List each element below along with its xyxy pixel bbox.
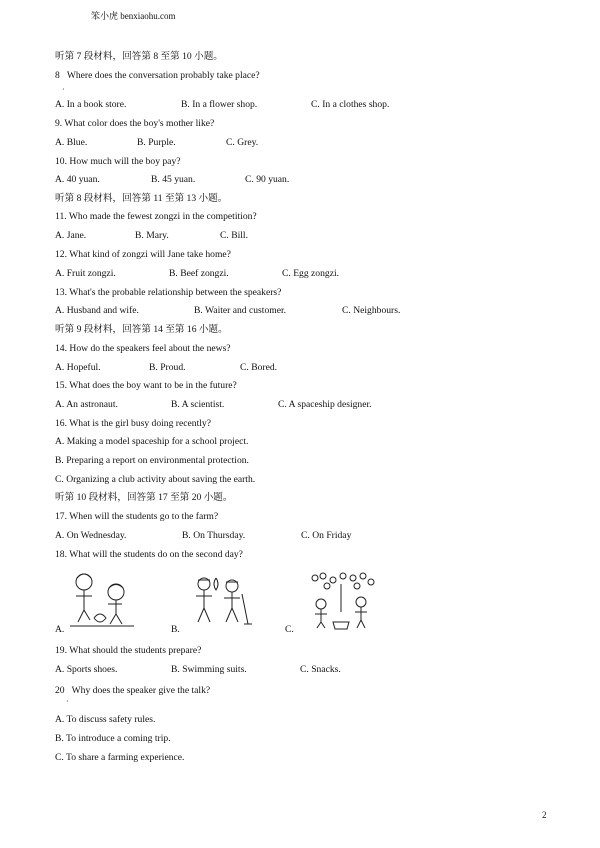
option: A. An astronaut. bbox=[55, 399, 118, 410]
question: 18. What will the students do on the second day? bbox=[55, 549, 243, 560]
option: C. 90 yuan. bbox=[245, 174, 290, 185]
question: 14. How do the speakers feel about the news? bbox=[55, 343, 231, 354]
section-heading: 听第 7 段材料，回答第 8 至第 10 小题。 bbox=[55, 51, 223, 62]
option: A. Making a model spaceship for a school project. bbox=[55, 436, 249, 447]
option: C. To share a farming experience. bbox=[55, 752, 185, 763]
option: C. A spaceship designer. bbox=[278, 399, 372, 410]
option: A. Jane. bbox=[55, 230, 87, 241]
option: B. Mary. bbox=[135, 230, 169, 241]
option: A. In a book store. bbox=[55, 99, 127, 110]
option: C. Neighbours. bbox=[342, 305, 401, 316]
option: B. Beef zongzi. bbox=[169, 268, 229, 279]
option: A. Sports shoes. bbox=[55, 664, 118, 675]
option: C. Bored. bbox=[240, 362, 278, 373]
option: B. bbox=[171, 624, 180, 635]
option: C. Organizing a club activity about saving the earth. bbox=[55, 474, 256, 485]
site-header: 笨小虎 benxiaohu.com bbox=[91, 11, 176, 21]
question: 13. What's the probable relationship between the speakers? bbox=[55, 287, 282, 298]
option: C. In a clothes shop. bbox=[311, 99, 390, 110]
option: B. On Thursday. bbox=[182, 530, 246, 541]
question: 9. What color does the boy's mother like? bbox=[55, 118, 215, 129]
option: C. bbox=[285, 624, 294, 635]
question: 16. What is the girl busy doing recently? bbox=[55, 418, 211, 429]
question: 15. What does the boy want to be in the future? bbox=[55, 380, 237, 391]
option: A. On Wednesday. bbox=[55, 530, 127, 541]
question: 10. How much will the boy pay? bbox=[55, 156, 181, 167]
question: 11. Who made the fewest zongzi in the competition? bbox=[55, 211, 257, 222]
picture-children-digging bbox=[186, 574, 258, 632]
option: A. 40 yuan. bbox=[55, 174, 100, 185]
option: A. Fruit zongzi. bbox=[55, 268, 116, 279]
question: 17. When will the students go to the farm? bbox=[55, 511, 219, 522]
question: 8 Where does the conversation probably take place? bbox=[55, 70, 260, 81]
stray-mark: · bbox=[62, 85, 65, 94]
section-heading: 听第 9 段材料，回答第 14 至第 16 小题。 bbox=[55, 324, 228, 335]
option: A. Husband and wife. bbox=[55, 305, 139, 316]
question: 19. What should the students prepare? bbox=[55, 645, 202, 656]
option: B. 45 yuan. bbox=[151, 174, 196, 185]
page-number: 2 bbox=[542, 810, 547, 820]
option: C. Egg zongzi. bbox=[282, 268, 340, 279]
question: 12. What kind of zongzi will Jane take home? bbox=[55, 249, 231, 260]
option: B. A scientist. bbox=[171, 399, 225, 410]
option: B. In a flower shop. bbox=[181, 99, 258, 110]
option: A. Blue. bbox=[55, 137, 88, 148]
picture-children-picking-fruit bbox=[307, 572, 379, 632]
option: B. Proud. bbox=[149, 362, 186, 373]
option: B. Preparing a report on environmental protection. bbox=[55, 455, 249, 466]
option: C. Snacks. bbox=[300, 664, 341, 675]
picture-children-planting bbox=[66, 570, 138, 632]
section-heading: 听第 8 段材料，回答第 11 至第 13 小题。 bbox=[55, 193, 228, 204]
option: B. Waiter and customer. bbox=[194, 305, 287, 316]
stray-mark: · bbox=[66, 697, 69, 706]
option: C. Grey. bbox=[226, 137, 259, 148]
option: B. To introduce a coming trip. bbox=[55, 733, 171, 744]
option: A. Hopeful. bbox=[55, 362, 101, 373]
option: A. bbox=[55, 624, 65, 635]
option: A. To discuss safety rules. bbox=[55, 714, 156, 725]
question: 20 Why does the speaker give the talk? bbox=[55, 685, 211, 696]
option: B. Purple. bbox=[137, 137, 176, 148]
option: C. On Friday bbox=[301, 530, 352, 541]
section-heading: 听第 10 段材料，回答第 17 至第 20 小题。 bbox=[55, 492, 233, 503]
option: C. Bill. bbox=[220, 230, 248, 241]
option: B. Swimming suits. bbox=[171, 664, 247, 675]
